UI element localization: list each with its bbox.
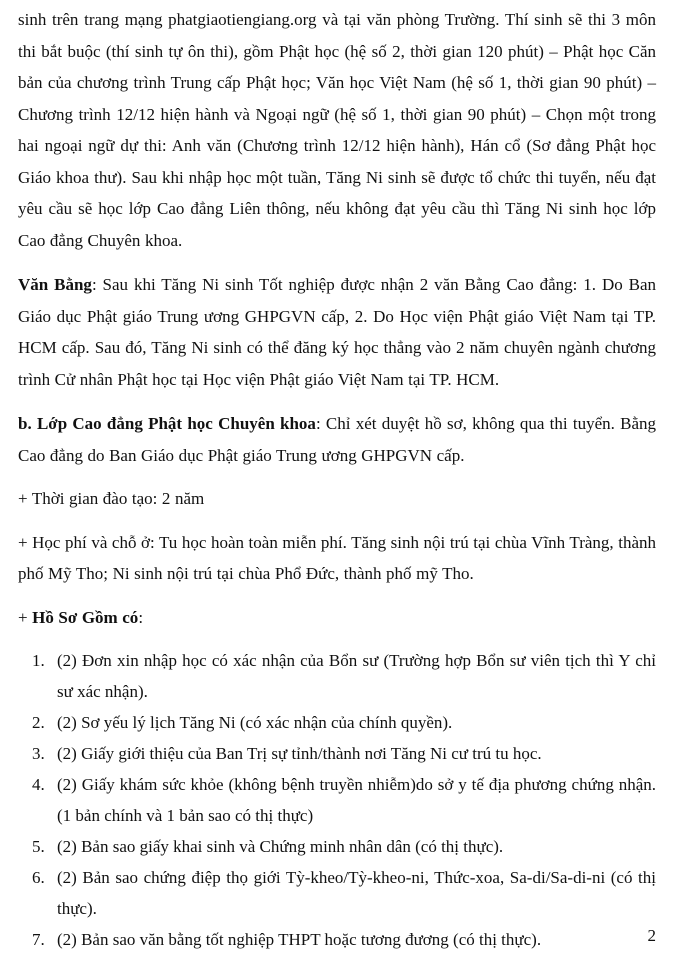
- list-item: [18, 769, 656, 831]
- list-item-text: (2) Bản sao chứng điệp thọ giới Tỳ-kheo/Tỳ-kheo-ni, Thức-xoa, Sa-di/Sa-di-ni (có thị thực).: [57, 868, 656, 918]
- list-item-number: 4.: [32, 775, 45, 794]
- section-b-heading: b. Lớp Cao đẳng Phật học Chuyên khoa: [18, 414, 316, 433]
- list-item-number: 7.: [32, 930, 45, 949]
- van-bang-label: Văn Bằng: [18, 275, 92, 294]
- section-b-paragraph: [18, 408, 656, 471]
- list-item-number: 2.: [32, 713, 45, 732]
- list-item: [18, 645, 656, 707]
- list-item-text: (2) Giấy khám sức khỏe (không bệnh truyền nhiễm)do sở y tế địa phương chứng nhận. (1 bản chính và 1 bản sao có thị thực): [57, 775, 656, 825]
- list-item: [18, 707, 656, 738]
- dossier-list: [18, 645, 656, 955]
- van-bang-text: : Sau khi Tăng Ni sinh Tốt nghiệp được nhận 2 văn Bằng Cao đẳng: 1. Do Ban Giáo dục Phật giáo Trung ương GHPGVN cấp, 2. Do Học viện Phật giáo Việt Nam tại TP. HCM cấp. Sau đó, Tăng Ni sinh có thể đăng ký học thẳng vào 2 năm chuyên ngành chương trình Cử nhân Phật học tại Học viện Phật giáo Việt Nam tại TP. HCM.: [18, 275, 656, 389]
- list-item: [18, 738, 656, 769]
- list-item: [18, 831, 656, 862]
- duration-line: + Thời gian đào tạo: 2 năm: [18, 489, 205, 508]
- fees-paragraph: + Học phí và chỗ ở: Tu học hoàn toàn miễn phí. Tăng sinh nội trú tại chùa Vĩnh Tràng, thành phố Mỹ Tho; Ni sinh nội trú tại chùa Phổ Đức, thành phố mỹ Tho.: [18, 532, 656, 583]
- dossier-suffix: :: [138, 607, 144, 627]
- list-item-number: 6.: [32, 868, 45, 887]
- van-bang-paragraph: [18, 269, 656, 395]
- dossier-heading-line: [18, 602, 656, 634]
- document-page: [18, 0, 656, 955]
- list-item-number: 3.: [32, 744, 45, 763]
- list-item-text: (2) Giấy giới thiệu của Ban Trị sự tỉnh/thành nơi Tăng Ni cư trú tu học.: [57, 744, 542, 763]
- list-item: [18, 924, 656, 955]
- list-item-number: 1.: [32, 651, 45, 670]
- section-b-text: : Chỉ xét duyệt hồ sơ, không qua thi tuyển. Bằng Cao đẳng do Ban Giáo dục Phật giáo Trung ương GHPGVN cấp.: [18, 414, 656, 465]
- page-number: 2: [647, 926, 656, 945]
- dossier-prefix: +: [18, 607, 33, 627]
- dossier-heading: Hồ Sơ Gồm có: [32, 607, 139, 627]
- list-item-number: 5.: [32, 837, 45, 856]
- list-item-text: (2) Bản sao giấy khai sinh và Chứng minh nhân dân (có thị thực).: [57, 837, 504, 856]
- list-item-text: (2) Sơ yếu lý lịch Tăng Ni (có xác nhận của chính quyền).: [57, 713, 453, 732]
- list-item-text: (2) Đơn xin nhập học có xác nhận của Bổn sư (Trường hợp Bổn sư viên tịch thì Y chỉ sư xác nhận).: [57, 651, 656, 701]
- list-item: [18, 862, 656, 924]
- intro-paragraph: sinh trên trang mạng phatgiaotiengiang.org và tại văn phòng Trường. Thí sinh sẽ thi 3 môn thi bắt buộc (thí sinh tự ôn thi), gồm Phật học (hệ số 2, thời gian 120 phút) – Phật học Căn bản của chương trình Trung cấp Phật học; Văn học Việt Nam (hệ số 1, thời gian 90 phút) – Chương trình 12/12 hiện hành và Ngoại ngữ (hệ số 1, thời gian 90 phút) – Chọn một trong hai ngoại ngữ dự thi: Anh văn (Chương trình 12/12 hiện hành), Hán cổ (Sơ đẳng Phật học Giáo khoa thư). Sau khi nhập học một tuần, Tăng Ni sinh sẽ được tổ chức thi tuyển, nếu đạt yêu cầu sẽ học lớp Cao đẳng Liên thông, nếu không đạt yêu cầu thì Tăng Ni sinh học lớp Cao đẳng Chuyên khoa.: [18, 10, 656, 250]
- list-item-text: (2) Bản sao văn bằng tốt nghiệp THPT hoặc tương đương (có thị thực).: [57, 930, 542, 949]
